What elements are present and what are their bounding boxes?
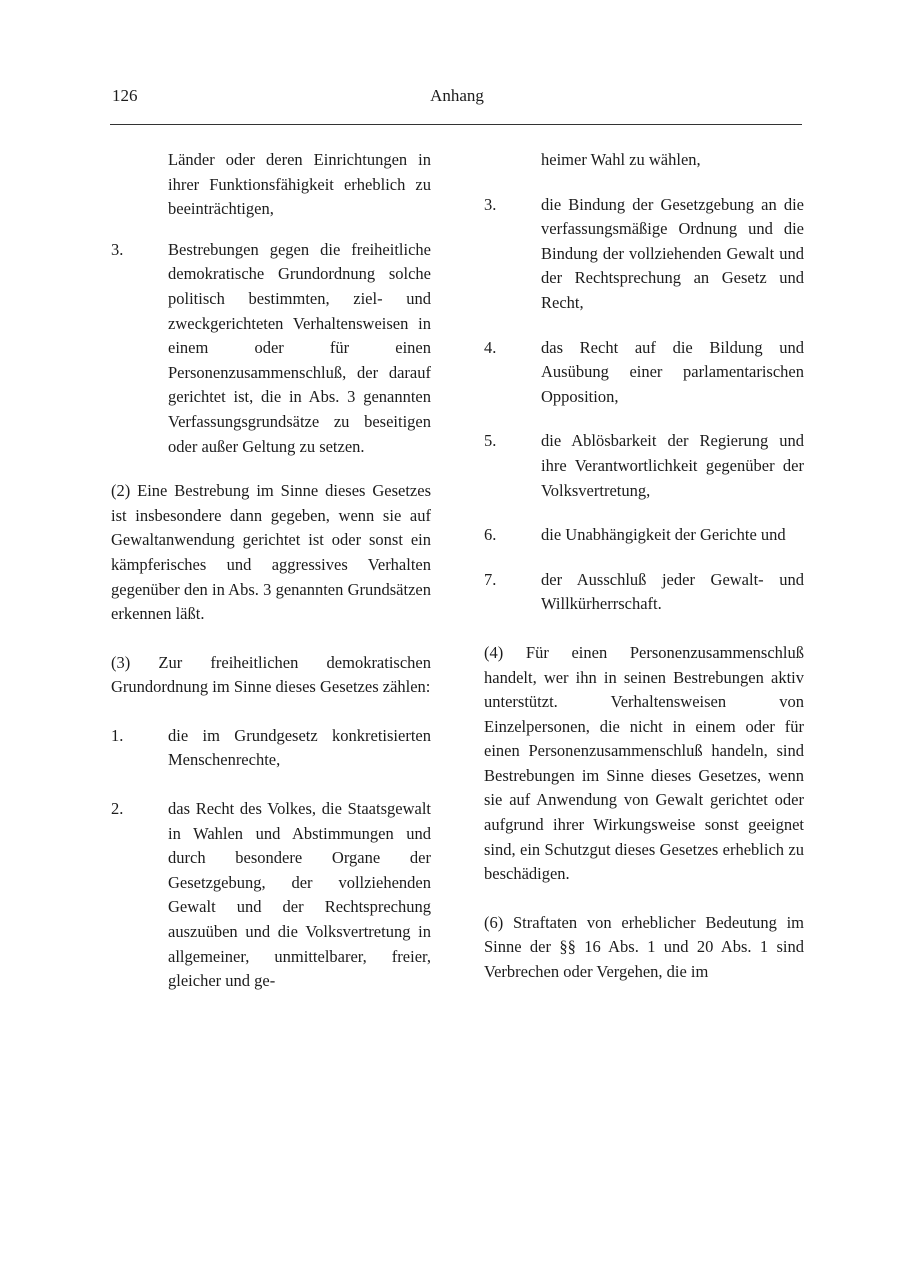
paragraph-4: (4) Für einen Personenzusammenschluß handelt, wer ihn in seinen Bestrebungen aktiv unterstützt. Verhaltensweisen von Einzelpersonen, die nicht in einem oder für einen Personenzusammenschluß handeln, sind Bestrebungen im Sinne dieses Gesetzes, wenn sie auf Anwendung von Gewalt gerichtet oder aufgrund ihrer Wirkungsweise sonst geeignet sind, ein Schutzgut dieses Gesetzes erheblich zu beschädigen. — [484, 642, 804, 884]
paragraph-3: (3) Zur freiheitlichen demokratischen Grundordnung im Sinne dieses Gesetzes zählen: — [111, 652, 431, 697]
list-item-6 — [484, 523, 804, 548]
list-item-text: das Recht des Volkes, die Staatsgewalt in Wahlen und Abstimmungen und durch besondere Organe der Gesetzgebung, der vollziehenden Gewalt und der Rechtsprechung auszuüben und die Volksvertretung in allgemeiner, unmittelbarer, freier, gleicher und ge- — [168, 799, 431, 991]
left-column — [111, 148, 431, 994]
list-item-3 — [484, 193, 804, 316]
list-item-3-left — [111, 238, 431, 459]
list-item-number: 1. — [111, 725, 124, 745]
paragraph-6: (6) Straftaten von erheblicher Bedeutung im Sinne der §§ 16 Abs. 1 und 20 Abs. 1 sind Verbrechen oder Vergehen, die im — [484, 912, 804, 982]
right-column — [484, 148, 804, 985]
list-item-text: das Recht auf die Bildung und Ausübung einer parlamentarischen Opposition, — [541, 337, 804, 406]
list-item-number: 3. — [484, 194, 497, 214]
list-item-text: der Ausschluß jeder Gewalt- und Willkürherrschaft. — [541, 569, 804, 614]
list-item-number: 2. — [111, 799, 124, 819]
left-item2-tail: Länder oder deren Einrichtungen in ihrer Funktionsfähigkeit erheblich zu beeinträchtigen, — [168, 150, 431, 219]
list-item-number: 4. — [484, 337, 497, 357]
list-item-7 — [484, 568, 804, 617]
right-item2-tail: heimer Wahl zu wählen, — [541, 150, 701, 169]
list-item-text: die Ablösbarkeit der Regierung und ihre Verantwortlichkeit gegenüber der Volksvertretung, — [541, 431, 804, 500]
page-header — [112, 86, 802, 116]
list-item-text: die Unabhängigkeit der Gerichte und — [541, 525, 786, 545]
page-number: 126 — [112, 86, 138, 105]
list-item-number: 3. — [111, 239, 124, 259]
list-item-number: 6. — [484, 525, 497, 545]
list-item-2 — [111, 797, 431, 994]
paragraph-2: (2) Eine Bestrebung im Sinne dieses Gesetzes ist insbesondere dann gegeben, wenn sie auf Gewaltanwendung gerichtet ist oder sonst ein kämpferisches und aggressives Verhalten gegenüber den in Abs. 3 genannten Grundsätzen erkennen läßt. — [111, 481, 431, 624]
list-item-text: Bestrebungen gegen die freiheitliche demokratische Grundordnung solche politisch bestimmten, ziel- und zweckgerichteten Verhaltensweisen in einem oder für einen Personenzusammenschluß, der darauf gerichtet ist, die in Abs. 3 genannten Verfassungsgrundsätze zu beseitigen oder außer Geltung zu setzen. — [168, 239, 431, 456]
list-item-number: 5. — [484, 431, 497, 451]
list-item-4 — [484, 336, 804, 410]
running-title: Anhang — [430, 86, 484, 105]
list-item-5 — [484, 429, 804, 503]
list-item-number: 7. — [484, 569, 497, 589]
list-item-1 — [111, 724, 431, 773]
header-rule — [110, 124, 802, 125]
list-item-text: die im Grundgesetz konkretisierten Menschenrechte, — [168, 725, 431, 770]
list-item-text: die Bindung der Gesetzgebung an die verfassungsmäßige Ordnung und die Bindung der vollziehenden Gewalt und der Rechtsprechung an Gesetz und Recht, — [541, 194, 804, 312]
